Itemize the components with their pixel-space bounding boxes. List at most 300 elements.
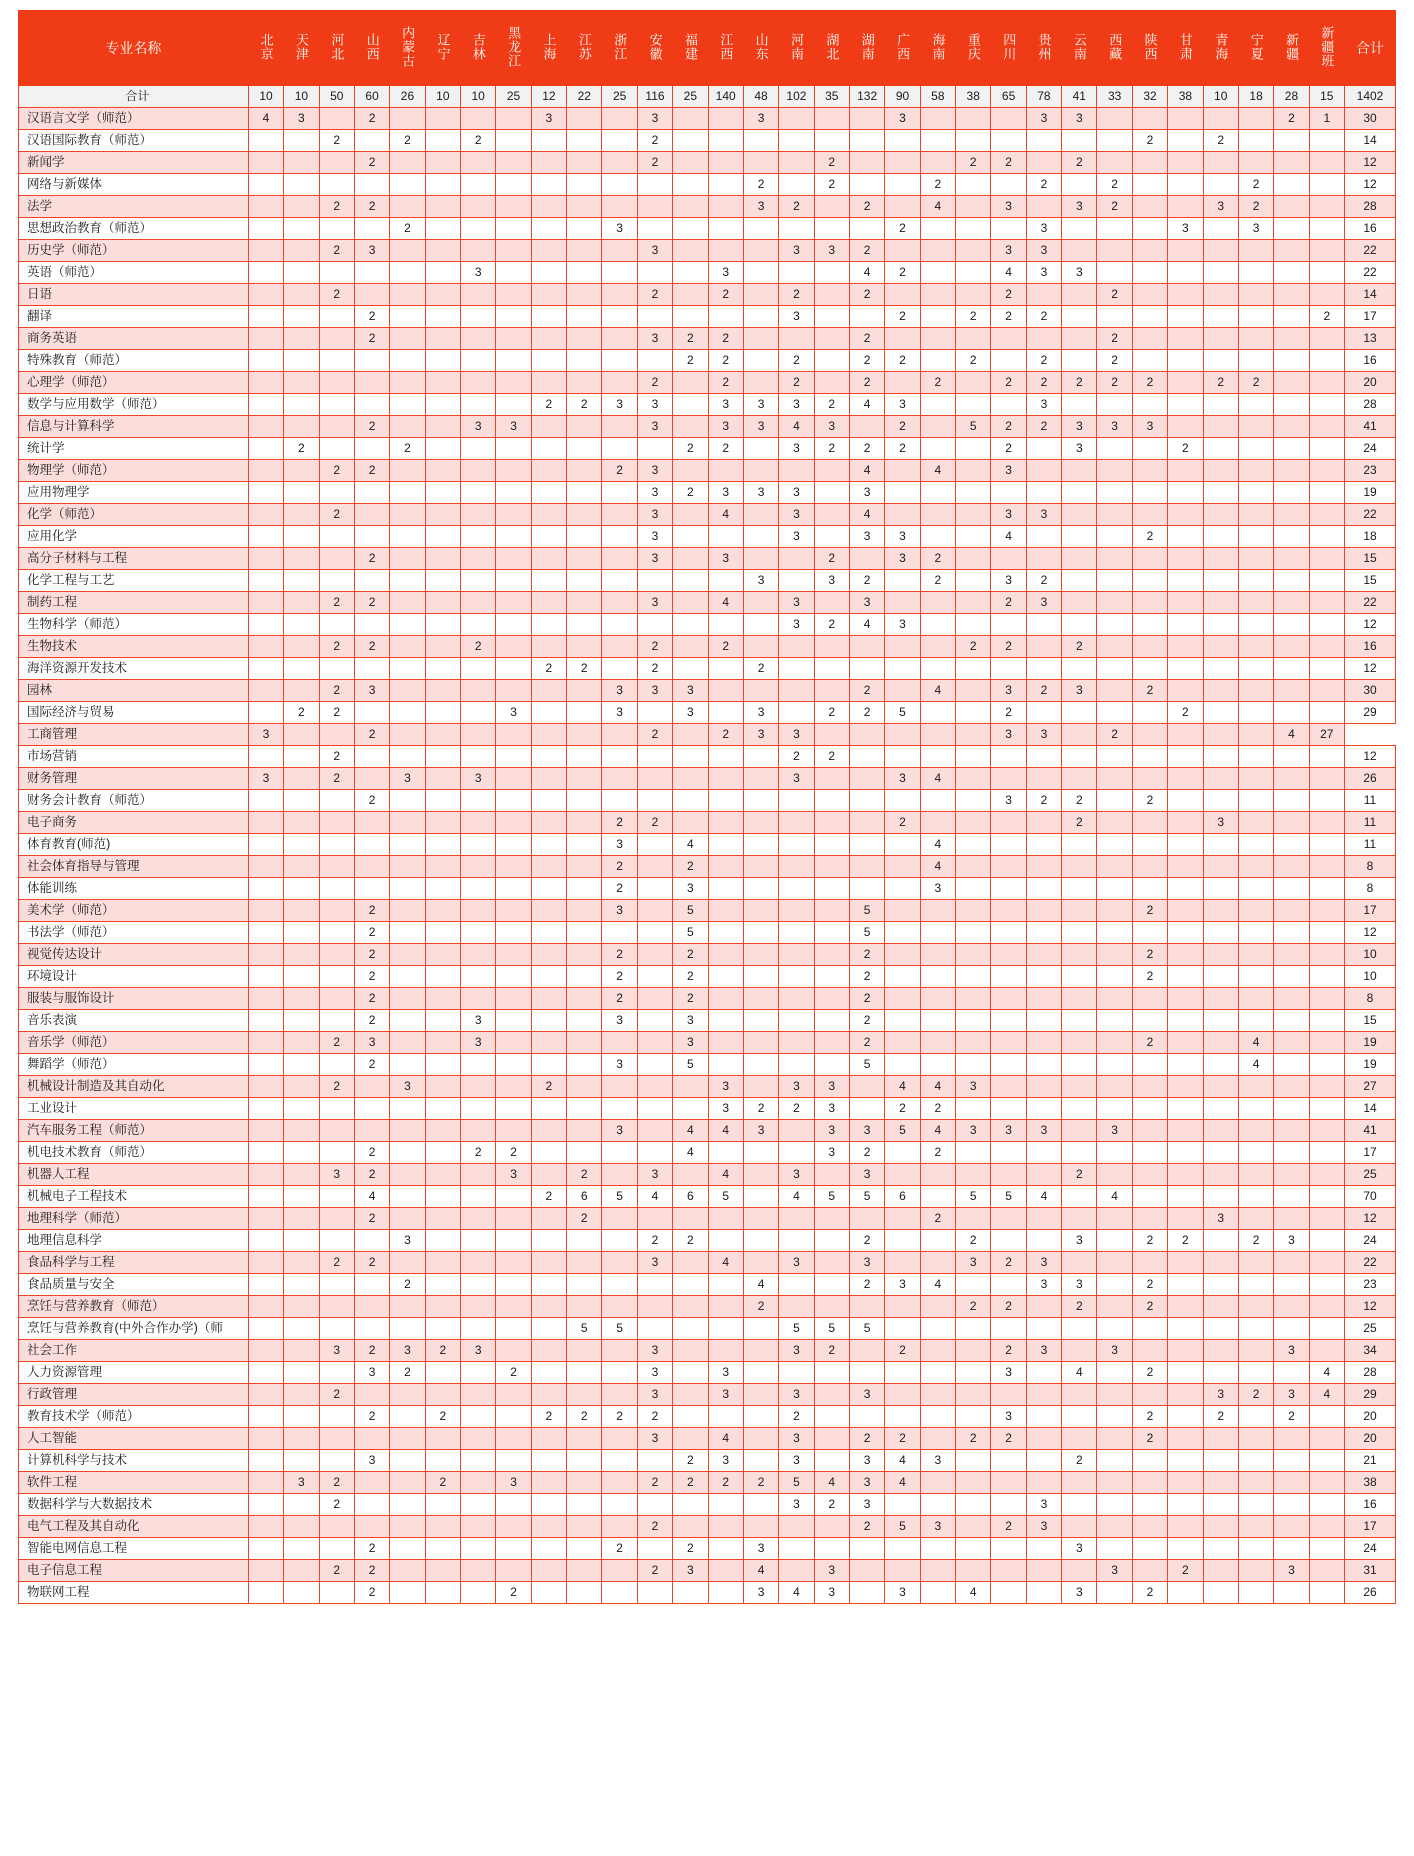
quota-cell: [354, 1098, 389, 1120]
quota-cell: [496, 284, 531, 306]
row-total-cell: 13: [1344, 328, 1395, 350]
quota-cell: [920, 526, 955, 548]
quota-cell: [496, 768, 531, 790]
quota-cell: [956, 284, 991, 306]
quota-cell: [602, 746, 637, 768]
row-total-cell: 10: [1344, 944, 1395, 966]
quota-cell: [425, 482, 460, 504]
quota-cell: 2: [1097, 328, 1132, 350]
quota-cell: [354, 130, 389, 152]
quota-cell: [390, 900, 425, 922]
row-total-cell: 17: [1344, 900, 1395, 922]
quota-cell: [920, 1230, 955, 1252]
quota-cell: [956, 834, 991, 856]
header-province: [814, 11, 849, 86]
quota-cell: [284, 1010, 319, 1032]
quota-cell: [1274, 1098, 1309, 1120]
quota-cell: [1097, 658, 1132, 680]
quota-cell: [920, 306, 955, 328]
quota-cell: [1097, 1472, 1132, 1494]
quota-cell: 3: [885, 526, 920, 548]
quota-cell: [743, 944, 778, 966]
header-province: [779, 11, 814, 86]
quota-cell: [1274, 130, 1309, 152]
row-total-cell: 34: [1344, 1340, 1395, 1362]
quota-cell: [531, 1582, 566, 1604]
quota-cell: 3: [956, 1076, 991, 1098]
row-total-cell: 22: [1344, 1252, 1395, 1274]
quota-cell: 3: [248, 768, 283, 790]
quota-cell: [956, 922, 991, 944]
quota-cell: [1203, 1252, 1238, 1274]
header-province: [248, 11, 283, 86]
quota-cell: [461, 504, 496, 526]
quota-cell: [1309, 372, 1344, 394]
quota-cell: [496, 1076, 531, 1098]
quota-cell: 3: [779, 1494, 814, 1516]
quota-cell: [1309, 900, 1344, 922]
quota-cell: [390, 592, 425, 614]
header-province-label: 湖北: [824, 32, 840, 61]
quota-cell: [1132, 1494, 1167, 1516]
quota-cell: 2: [1132, 372, 1167, 394]
quota-cell: [814, 724, 849, 746]
quota-cell: [461, 702, 496, 724]
quota-cell: [425, 1054, 460, 1076]
quota-cell: [496, 108, 531, 130]
quota-cell: 3: [1026, 724, 1061, 746]
quota-cell: [1203, 680, 1238, 702]
quota-cell: [1132, 1142, 1167, 1164]
quota-cell: [779, 944, 814, 966]
quota-cell: [991, 1318, 1026, 1340]
quota-cell: [531, 790, 566, 812]
header-province-label: 青海: [1213, 32, 1229, 61]
quota-cell: [814, 350, 849, 372]
quota-cell: [319, 526, 354, 548]
quota-cell: 2: [1168, 702, 1203, 724]
quota-cell: [496, 614, 531, 636]
quota-cell: [1309, 1186, 1344, 1208]
quota-cell: 2: [319, 1032, 354, 1054]
quota-cell: [1026, 548, 1061, 570]
quota-cell: [602, 284, 637, 306]
quota-cell: 3: [885, 394, 920, 416]
quota-cell: [885, 152, 920, 174]
quota-cell: [390, 1296, 425, 1318]
quota-cell: [1132, 1538, 1167, 1560]
row-total-cell: 12: [1344, 658, 1395, 680]
quota-cell: [779, 922, 814, 944]
quota-cell: [1238, 1450, 1273, 1472]
row-total-cell: 24: [1344, 438, 1395, 460]
quota-cell: [248, 680, 283, 702]
quota-cell: [743, 1208, 778, 1230]
quota-cell: 2: [319, 504, 354, 526]
quota-cell: [248, 1296, 283, 1318]
quota-cell: 3: [991, 1362, 1026, 1384]
quota-cell: [1132, 218, 1167, 240]
row-total-cell: 29: [1344, 1384, 1395, 1406]
quota-cell: [956, 108, 991, 130]
quota-cell: [531, 284, 566, 306]
quota-cell: 2: [956, 636, 991, 658]
quota-cell: [920, 1538, 955, 1560]
quota-cell: [708, 1230, 743, 1252]
quota-cell: [284, 372, 319, 394]
quota-cell: [920, 108, 955, 130]
quota-cell: [531, 922, 566, 944]
quota-cell: [1097, 570, 1132, 592]
quota-cell: 2: [496, 1142, 531, 1164]
quota-cell: [461, 1120, 496, 1142]
quota-cell: [602, 130, 637, 152]
quota-cell: [1309, 1318, 1344, 1340]
quota-cell: [390, 394, 425, 416]
quota-cell: [390, 262, 425, 284]
quota-cell: [531, 680, 566, 702]
quota-cell: 2: [708, 328, 743, 350]
quota-cell: [1132, 284, 1167, 306]
quota-cell: [637, 1098, 672, 1120]
quota-cell: [496, 812, 531, 834]
quota-cell: 3: [991, 570, 1026, 592]
quota-cell: [708, 174, 743, 196]
row-total-cell: 12: [1344, 614, 1395, 636]
quota-cell: [390, 1054, 425, 1076]
quota-cell: [743, 592, 778, 614]
quota-cell: [1238, 328, 1273, 350]
quota-cell: 3: [248, 724, 283, 746]
quota-cell: [743, 460, 778, 482]
quota-cell: 2: [779, 284, 814, 306]
quota-cell: [1274, 636, 1309, 658]
quota-cell: [602, 1450, 637, 1472]
quota-cell: [496, 482, 531, 504]
quota-cell: [284, 1538, 319, 1560]
table-row: [19, 482, 1396, 504]
quota-cell: [319, 482, 354, 504]
quota-cell: [673, 1164, 708, 1186]
quota-cell: [1309, 460, 1344, 482]
header-province-label: 湖南: [859, 32, 875, 61]
quota-cell: 3: [991, 240, 1026, 262]
quota-cell: [743, 768, 778, 790]
quota-cell: [956, 372, 991, 394]
quota-cell: [425, 1494, 460, 1516]
quota-cell: 4: [1309, 1384, 1344, 1406]
quota-cell: [991, 1538, 1026, 1560]
quota-cell: [284, 1582, 319, 1604]
quota-cell: [885, 966, 920, 988]
table-row: [19, 834, 1396, 856]
quota-cell: [673, 1252, 708, 1274]
quota-cell: [920, 482, 955, 504]
quota-cell: [1026, 1142, 1061, 1164]
quota-cell: [248, 614, 283, 636]
quota-cell: [956, 548, 991, 570]
quota-cell: [567, 878, 602, 900]
quota-cell: [567, 526, 602, 548]
quota-cell: 3: [637, 526, 672, 548]
quota-cell: 3: [708, 482, 743, 504]
quota-cell: [885, 570, 920, 592]
table-row: [19, 1120, 1396, 1142]
major-name-cell: 电子信息工程: [19, 1560, 249, 1582]
quota-cell: 2: [708, 1472, 743, 1494]
quota-cell: [496, 1340, 531, 1362]
row-total-cell: 16: [1344, 350, 1395, 372]
quota-cell: [602, 350, 637, 372]
quota-cell: [602, 1494, 637, 1516]
quota-cell: [1097, 1450, 1132, 1472]
table-row: [19, 944, 1396, 966]
quota-cell: [956, 262, 991, 284]
quota-cell: 3: [743, 108, 778, 130]
header-row: [19, 11, 1396, 86]
row-total-cell: 28: [1344, 394, 1395, 416]
total-row-cell: 41: [1062, 86, 1097, 108]
quota-cell: 3: [284, 108, 319, 130]
quota-cell: [1238, 1516, 1273, 1538]
quota-cell: [885, 658, 920, 680]
quota-cell: [248, 1164, 283, 1186]
quota-cell: [461, 790, 496, 812]
quota-cell: 3: [354, 240, 389, 262]
quota-cell: [1238, 1142, 1273, 1164]
quota-cell: 2: [991, 284, 1026, 306]
quota-cell: [461, 922, 496, 944]
quota-cell: 2: [354, 306, 389, 328]
quota-cell: [531, 614, 566, 636]
quota-cell: [284, 966, 319, 988]
quota-cell: [1132, 1208, 1167, 1230]
quota-cell: [284, 262, 319, 284]
quota-cell: 3: [849, 526, 884, 548]
quota-cell: [425, 526, 460, 548]
quota-cell: [1309, 1450, 1344, 1472]
quota-cell: [425, 922, 460, 944]
major-name-cell: 软件工程: [19, 1472, 249, 1494]
quota-cell: [849, 878, 884, 900]
quota-cell: [319, 1186, 354, 1208]
quota-cell: [708, 306, 743, 328]
quota-cell: [743, 900, 778, 922]
quota-cell: [1062, 900, 1097, 922]
quota-cell: [1132, 812, 1167, 834]
quota-cell: [248, 702, 283, 724]
quota-cell: [885, 1296, 920, 1318]
total-row-cell: 10: [248, 86, 283, 108]
quota-cell: [1132, 658, 1167, 680]
quota-cell: 2: [319, 130, 354, 152]
quota-cell: [1062, 922, 1097, 944]
quota-cell: [248, 130, 283, 152]
major-name-cell: 生物技术: [19, 636, 249, 658]
quota-cell: [1309, 1538, 1344, 1560]
quota-cell: [425, 900, 460, 922]
quota-cell: [708, 1560, 743, 1582]
quota-cell: [885, 592, 920, 614]
quota-cell: [425, 746, 460, 768]
table-row: [19, 988, 1396, 1010]
quota-cell: [1097, 1208, 1132, 1230]
quota-cell: [425, 284, 460, 306]
table-row: [19, 1296, 1396, 1318]
quota-cell: 3: [390, 1230, 425, 1252]
quota-cell: [1097, 1274, 1132, 1296]
quota-cell: [496, 1538, 531, 1560]
quota-cell: 4: [991, 262, 1026, 284]
quota-cell: [814, 856, 849, 878]
quota-cell: [885, 746, 920, 768]
quota-cell: [1309, 1164, 1344, 1186]
quota-cell: [425, 306, 460, 328]
quota-cell: 3: [1238, 218, 1273, 240]
quota-cell: [1274, 1120, 1309, 1142]
major-name-cell: 新闻学: [19, 152, 249, 174]
quota-cell: [1203, 350, 1238, 372]
quota-cell: [814, 284, 849, 306]
quota-cell: [885, 328, 920, 350]
quota-cell: 2: [425, 1340, 460, 1362]
quota-cell: [425, 504, 460, 526]
quota-cell: 4: [849, 394, 884, 416]
quota-cell: 3: [1274, 1230, 1309, 1252]
quota-cell: [1168, 988, 1203, 1010]
quota-cell: 2: [885, 350, 920, 372]
quota-cell: [743, 1076, 778, 1098]
quota-cell: [425, 1164, 460, 1186]
quota-cell: [567, 966, 602, 988]
quota-cell: [814, 130, 849, 152]
quota-cell: [461, 1076, 496, 1098]
quota-cell: [814, 1230, 849, 1252]
quota-cell: 4: [1274, 724, 1309, 746]
major-name-cell: 机械电子工程技术: [19, 1186, 249, 1208]
quota-cell: [425, 834, 460, 856]
quota-cell: [1062, 394, 1097, 416]
quota-cell: [956, 438, 991, 460]
quota-cell: 2: [390, 1274, 425, 1296]
quota-cell: [461, 1208, 496, 1230]
quota-cell: [956, 482, 991, 504]
quota-cell: 5: [956, 416, 991, 438]
major-name-cell: 社会工作: [19, 1340, 249, 1362]
quota-cell: [531, 812, 566, 834]
quota-cell: [248, 548, 283, 570]
quota-cell: [885, 1142, 920, 1164]
major-name-cell: 教育技术学（师范）: [19, 1406, 249, 1428]
quota-cell: [814, 1208, 849, 1230]
quota-cell: [1097, 152, 1132, 174]
quota-cell: [743, 812, 778, 834]
quota-cell: [956, 966, 991, 988]
quota-cell: [920, 1384, 955, 1406]
quota-cell: 2: [849, 988, 884, 1010]
quota-cell: 2: [991, 702, 1026, 724]
quota-cell: [1132, 922, 1167, 944]
quota-cell: [248, 1384, 283, 1406]
quota-cell: 2: [991, 416, 1026, 438]
quota-cell: [814, 768, 849, 790]
quota-cell: [567, 570, 602, 592]
quota-cell: 2: [425, 1406, 460, 1428]
quota-cell: [425, 1208, 460, 1230]
quota-cell: 3: [708, 1076, 743, 1098]
quota-cell: [531, 1098, 566, 1120]
quota-cell: [1203, 218, 1238, 240]
quota-cell: [461, 1538, 496, 1560]
quota-cell: 2: [354, 636, 389, 658]
quota-cell: [814, 680, 849, 702]
row-total-cell: 29: [1344, 702, 1395, 724]
quota-cell: [1203, 284, 1238, 306]
quota-cell: [284, 1230, 319, 1252]
quota-cell: 4: [1238, 1054, 1273, 1076]
quota-cell: [779, 1054, 814, 1076]
header-province: [920, 11, 955, 86]
total-row-cell: 140: [708, 86, 743, 108]
quota-cell: [708, 240, 743, 262]
quota-cell: [284, 1516, 319, 1538]
quota-cell: 2: [673, 988, 708, 1010]
quota-cell: [461, 1098, 496, 1120]
quota-cell: [567, 1472, 602, 1494]
table-row: [19, 460, 1396, 482]
quota-cell: [1062, 306, 1097, 328]
quota-cell: [531, 350, 566, 372]
quota-cell: [567, 790, 602, 812]
quota-cell: [1309, 1582, 1344, 1604]
major-name-cell: 历史学（师范）: [19, 240, 249, 262]
major-name-cell: 财务管理: [19, 768, 249, 790]
quota-cell: [743, 1428, 778, 1450]
major-name-cell: 汉语言文学（师范）: [19, 108, 249, 130]
quota-cell: 2: [991, 1340, 1026, 1362]
row-total-cell: 26: [1344, 1582, 1395, 1604]
quota-cell: [991, 1472, 1026, 1494]
quota-cell: [1274, 218, 1309, 240]
header-province-label: 宁夏: [1248, 32, 1264, 61]
quota-cell: [673, 548, 708, 570]
quota-cell: [319, 790, 354, 812]
total-row-cell: 15: [1309, 86, 1344, 108]
major-name-cell: 工商管理: [19, 724, 249, 746]
quota-cell: 3: [849, 1164, 884, 1186]
quota-cell: [602, 724, 637, 746]
quota-cell: [425, 548, 460, 570]
quota-cell: [567, 856, 602, 878]
header-province: [602, 11, 637, 86]
header-province: [673, 11, 708, 86]
quota-cell: [567, 108, 602, 130]
quota-cell: [390, 790, 425, 812]
quota-cell: 3: [637, 1252, 672, 1274]
quota-cell: 2: [708, 372, 743, 394]
quota-cell: [1274, 1186, 1309, 1208]
row-total-cell: 8: [1344, 878, 1395, 900]
quota-cell: 2: [602, 1538, 637, 1560]
quota-cell: [779, 988, 814, 1010]
quota-cell: [248, 1516, 283, 1538]
quota-cell: [496, 1252, 531, 1274]
quota-cell: [920, 790, 955, 812]
total-row-cell: 90: [885, 86, 920, 108]
quota-cell: [1062, 1098, 1097, 1120]
quota-cell: [319, 988, 354, 1010]
quota-cell: [920, 130, 955, 152]
